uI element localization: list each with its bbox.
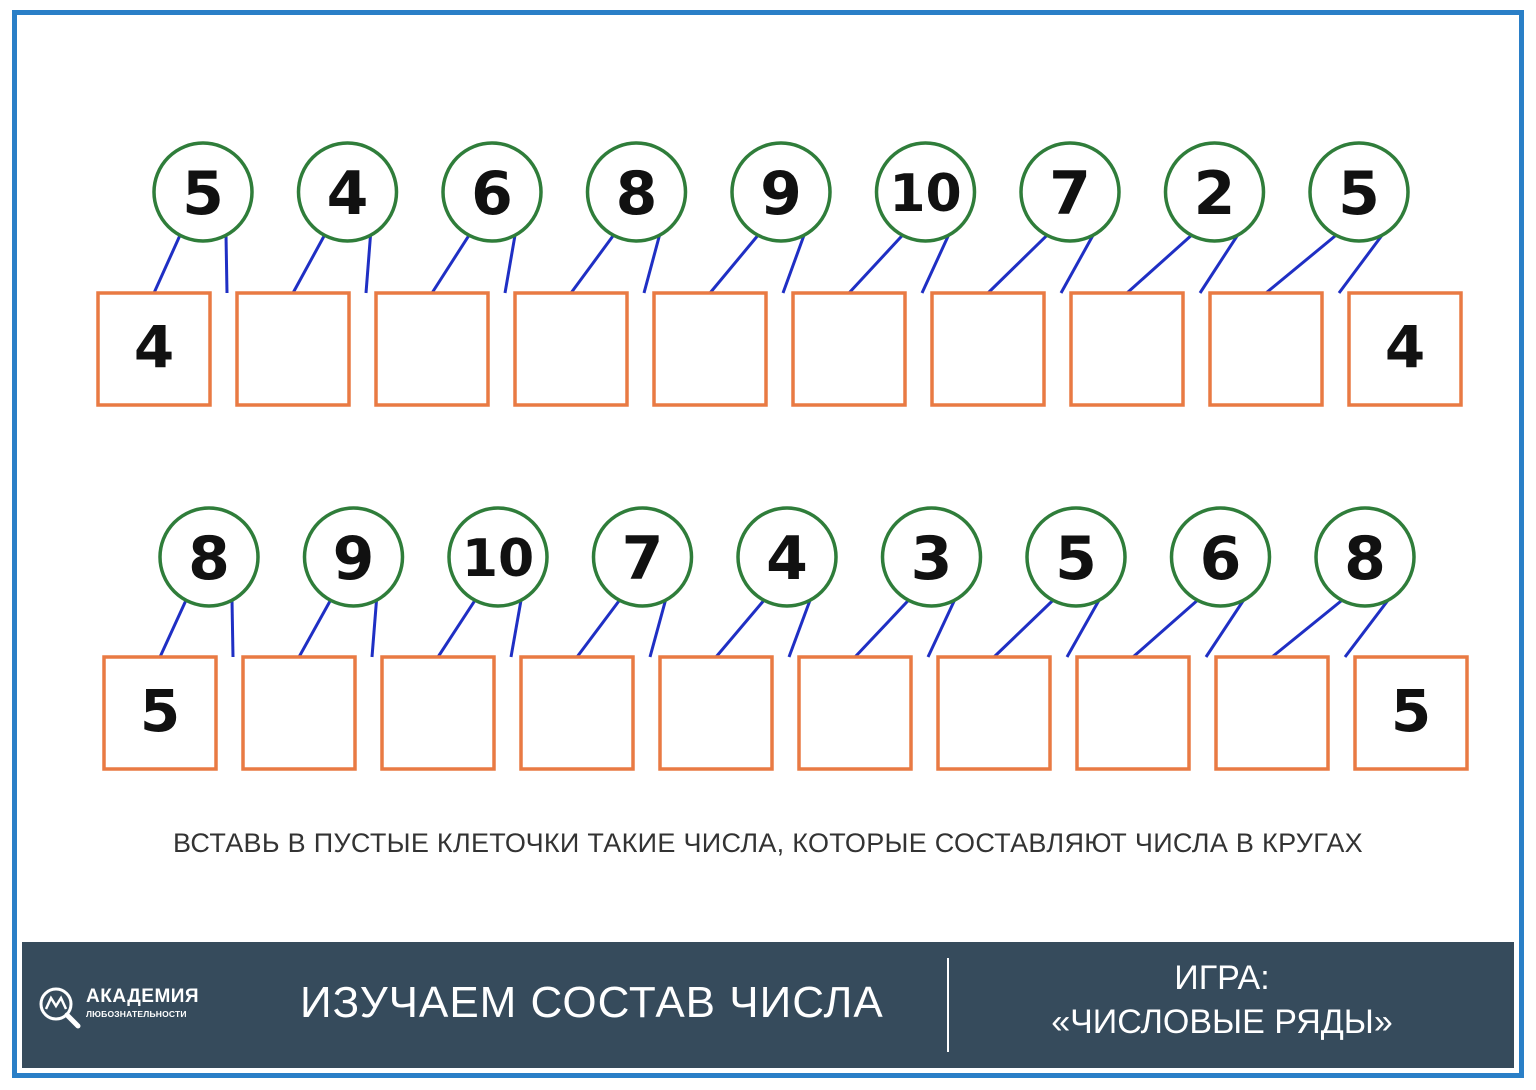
answer-cell-empty[interactable] bbox=[1216, 657, 1328, 769]
circle-number: 8 bbox=[1344, 524, 1386, 594]
link-line-left bbox=[849, 235, 902, 293]
cell-number: 4 bbox=[133, 313, 175, 381]
link-line-right bbox=[650, 600, 666, 657]
game-label-line2: «ЧИСЛОВЫЕ РЯДЫ» bbox=[1051, 1003, 1393, 1041]
circle-number: 5 bbox=[1338, 159, 1380, 229]
link-line-right bbox=[783, 235, 804, 293]
answer-cell-empty[interactable] bbox=[515, 293, 627, 405]
circle-number: 5 bbox=[1055, 524, 1097, 594]
magnifier-logo-icon bbox=[36, 984, 82, 1030]
link-line-left bbox=[160, 600, 186, 657]
link-line-right bbox=[1200, 235, 1238, 293]
link-line-left bbox=[432, 235, 469, 293]
link-line-left bbox=[154, 235, 180, 293]
circle-number: 5 bbox=[182, 159, 224, 229]
answer-cell-empty[interactable] bbox=[1071, 293, 1183, 405]
link-line-left bbox=[293, 235, 324, 293]
answer-cell-empty[interactable] bbox=[243, 657, 355, 769]
answer-cell-empty[interactable] bbox=[660, 657, 772, 769]
answer-cell-empty[interactable] bbox=[382, 657, 494, 769]
link-line-right bbox=[1339, 235, 1382, 293]
academy-logo bbox=[36, 982, 226, 1032]
answer-cell-empty[interactable] bbox=[799, 657, 911, 769]
circle-number: 7 bbox=[621, 524, 664, 594]
link-line-right bbox=[226, 235, 227, 293]
link-line-right bbox=[644, 235, 660, 293]
answer-cell-empty[interactable] bbox=[938, 657, 1050, 769]
circle-number: 2 bbox=[1193, 159, 1236, 229]
link-line-left bbox=[716, 600, 764, 657]
circle-number: 9 bbox=[760, 159, 802, 229]
logo-name: АКАДЕМИЯ bbox=[86, 986, 200, 1007]
circle-number: 8 bbox=[188, 524, 230, 594]
link-line-right bbox=[232, 600, 233, 657]
circle-number: 10 bbox=[889, 164, 962, 224]
footer-title: ИЗУЧАЕМ СОСТАВ ЧИСЛА bbox=[300, 978, 884, 1027]
circle-number: 9 bbox=[332, 524, 375, 594]
footer-divider bbox=[947, 958, 949, 1052]
answer-cell-empty[interactable] bbox=[654, 293, 766, 405]
circle-number: 6 bbox=[471, 159, 513, 229]
answer-cell-empty[interactable] bbox=[376, 293, 488, 405]
link-line-right bbox=[1061, 235, 1093, 293]
link-line-right bbox=[366, 235, 371, 293]
number-row-2 bbox=[104, 508, 1467, 769]
circle-number: 4 bbox=[326, 159, 369, 229]
answer-cell-empty[interactable] bbox=[1210, 293, 1322, 405]
cell-number: 5 bbox=[139, 677, 181, 745]
link-line-left bbox=[994, 600, 1053, 657]
link-line-right bbox=[922, 235, 949, 293]
circle-number: 8 bbox=[615, 159, 658, 229]
link-line-right bbox=[511, 600, 521, 657]
answer-cell-empty[interactable] bbox=[237, 293, 349, 405]
link-line-left bbox=[1272, 600, 1342, 657]
cell-number: 5 bbox=[1390, 677, 1432, 745]
link-line-right bbox=[789, 600, 810, 657]
cell-number: 4 bbox=[1384, 313, 1426, 381]
link-line-right bbox=[1206, 600, 1244, 657]
logo-subtitle: ЛЮБОЗНАТЕЛЬНОСТИ bbox=[86, 1009, 187, 1019]
link-line-left bbox=[710, 235, 758, 293]
link-line-left bbox=[571, 235, 613, 293]
game-label bbox=[952, 956, 1492, 1044]
link-line-right bbox=[1345, 600, 1388, 657]
circle-number: 6 bbox=[1199, 524, 1242, 594]
link-line-left bbox=[299, 600, 330, 657]
link-line-left bbox=[577, 600, 619, 657]
link-line-left bbox=[855, 600, 908, 657]
answer-cell-empty[interactable] bbox=[932, 293, 1044, 405]
link-line-left bbox=[438, 600, 475, 657]
instruction-text: ВСТАВЬ В ПУСТЫЕ КЛЕТОЧКИ ТАКИЕ ЧИСЛА, КОТОРЫЕ СОСТАВЛЯЮТ ЧИСЛА В КРУГАХ bbox=[173, 828, 1363, 858]
circle-number: 10 bbox=[461, 529, 535, 589]
link-line-right bbox=[505, 235, 515, 293]
circle-number: 4 bbox=[766, 524, 808, 594]
link-line-right bbox=[372, 600, 377, 657]
circle-number: 7 bbox=[1049, 159, 1091, 229]
link-line-right bbox=[928, 600, 955, 657]
answer-cell-empty[interactable] bbox=[521, 657, 633, 769]
link-line-left bbox=[1127, 235, 1191, 293]
answer-cell-empty[interactable] bbox=[793, 293, 905, 405]
answer-cell-empty[interactable] bbox=[1077, 657, 1189, 769]
circle-number: 3 bbox=[910, 524, 953, 594]
footer-banner bbox=[22, 942, 1514, 1068]
link-line-left bbox=[1133, 600, 1197, 657]
link-line-right bbox=[1067, 600, 1099, 657]
link-line-left bbox=[1266, 235, 1336, 293]
number-row-1 bbox=[98, 143, 1461, 405]
game-label-line1: ИГРА: bbox=[1174, 959, 1270, 997]
link-line-left bbox=[988, 235, 1047, 293]
